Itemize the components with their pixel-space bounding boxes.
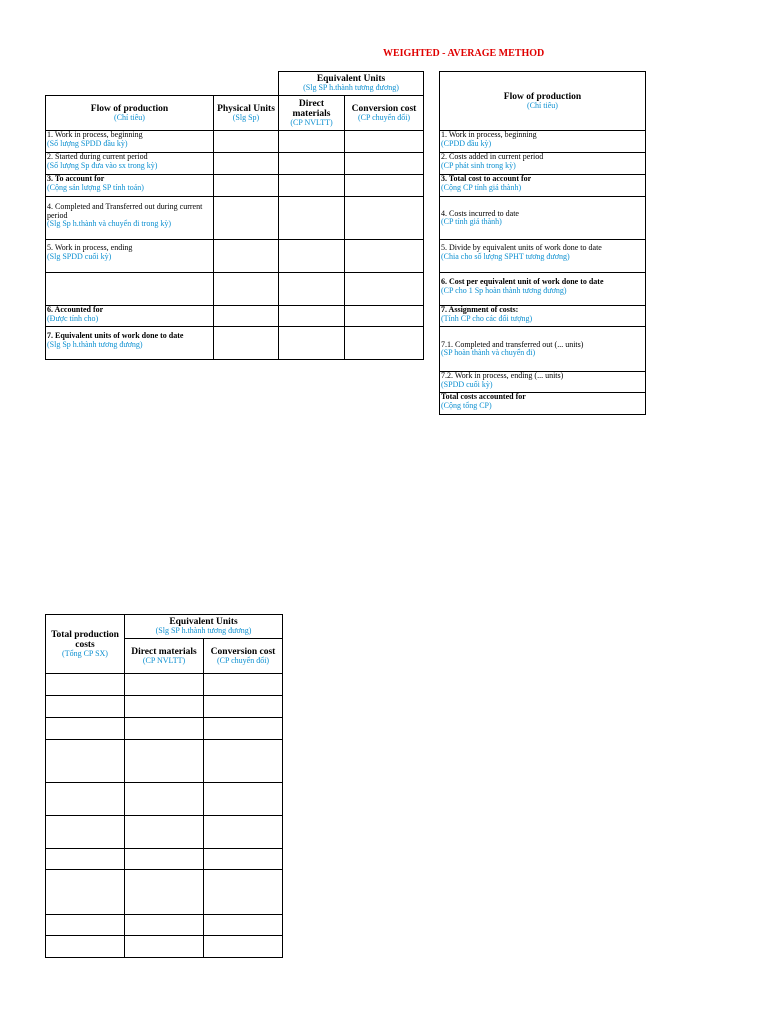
- cell[interactable]: [279, 131, 345, 153]
- cell[interactable]: [46, 674, 125, 696]
- table-row: 7.1. Completed and transferred out (... units) (SP hoàn thành và chuyển đi): [440, 327, 646, 372]
- cell[interactable]: [345, 240, 424, 273]
- cell[interactable]: [125, 696, 204, 718]
- table-row: [46, 273, 424, 306]
- cell[interactable]: [125, 915, 204, 936]
- page-title: WEIGHTED - AVERAGE METHOD: [383, 48, 545, 59]
- cell[interactable]: [204, 674, 283, 696]
- cell[interactable]: [214, 175, 279, 197]
- flow-header: Flow of production (Chỉ tiêu): [46, 96, 214, 131]
- table-row: [46, 936, 283, 958]
- table-row: 5. Divide by equivalent units of work done to date (Chia cho số lượng SPHT tương đương): [440, 240, 646, 273]
- cell[interactable]: [204, 696, 283, 718]
- cell[interactable]: [46, 936, 125, 958]
- cell[interactable]: [279, 273, 345, 306]
- cell[interactable]: [279, 175, 345, 197]
- table-row: 7.2. Work in process, ending (... units) (SPDD cuối kỳ): [440, 372, 646, 393]
- table-row: [46, 870, 283, 915]
- table-row: 5. Work in process, ending (Slg SPDD cuối kỳ): [46, 240, 424, 273]
- table-row: [46, 718, 283, 740]
- table-row: [46, 816, 283, 849]
- cell[interactable]: [204, 849, 283, 870]
- cell[interactable]: [345, 175, 424, 197]
- cell[interactable]: [279, 327, 345, 360]
- equiv-units-header: Equivalent Units (Slg SP h.thành tương đương): [279, 72, 424, 96]
- cell[interactable]: [279, 197, 345, 240]
- cell[interactable]: [46, 783, 125, 816]
- table-row: 4. Costs incurred to date (CP tính giá thành): [440, 197, 646, 240]
- cell[interactable]: [46, 915, 125, 936]
- cell[interactable]: [125, 674, 204, 696]
- table-row: [46, 674, 283, 696]
- table-row: 3. To account for (Cộng sản lượng SP tính toán): [46, 175, 424, 197]
- table-row: 6. Accounted for (Được tính cho): [46, 306, 424, 327]
- table-row: 2. Started during current period (Số lượng Sp đưa vào sx trong kỳ): [46, 153, 424, 175]
- cell[interactable]: [125, 740, 204, 783]
- cell[interactable]: [204, 915, 283, 936]
- cell[interactable]: [345, 153, 424, 175]
- physical-units-header: Physical Units (Slg Sp): [214, 96, 279, 131]
- cell[interactable]: [46, 816, 125, 849]
- table-row: 4. Completed and Transferred out during current period (Slg Sp h.thành và chuyển đi trong kỳ): [46, 197, 424, 240]
- table-row: Total costs accounted for (Cộng tổng CP): [440, 393, 646, 415]
- cell[interactable]: [345, 327, 424, 360]
- table-row: 6. Cost per equivalent unit of work done to date (CP cho 1 Sp hoàn thành tương đương): [440, 273, 646, 306]
- table-row: 7. Equivalent units of work done to date (Slg Sp h.thành tương đương): [46, 327, 424, 360]
- cell[interactable]: [46, 740, 125, 783]
- cell[interactable]: [46, 849, 125, 870]
- cell[interactable]: [125, 849, 204, 870]
- cell[interactable]: [345, 131, 424, 153]
- table-row: [46, 696, 283, 718]
- cell[interactable]: [204, 740, 283, 783]
- total-production-costs-header: Total production costs (Tổng CP SX): [46, 615, 125, 674]
- table-row: 1. Work in process, beginning (CPDD đầu kỳ): [440, 131, 646, 153]
- cell[interactable]: [46, 870, 125, 915]
- direct-materials-header: Direct materials (CP NVLTT): [125, 639, 204, 674]
- cell[interactable]: [125, 718, 204, 740]
- table-row: [46, 849, 283, 870]
- cell[interactable]: [214, 273, 279, 306]
- cell[interactable]: [214, 306, 279, 327]
- cell[interactable]: [204, 870, 283, 915]
- table-row: 1. Work in process, beginning (Số lượng SPDD đầu kỳ): [46, 131, 424, 153]
- total-costs-table: [45, 614, 283, 958]
- cell[interactable]: [345, 197, 424, 240]
- cell[interactable]: [204, 936, 283, 958]
- cell[interactable]: [214, 197, 279, 240]
- equiv-units-header: Equivalent Units (Slg SP h.thành tương đương): [125, 615, 283, 639]
- cell[interactable]: [204, 718, 283, 740]
- table-row: 7. Assignment of costs: (Tính CP cho các đối tượng): [440, 306, 646, 327]
- cell[interactable]: [204, 816, 283, 849]
- table-row: 2. Costs added in current period (CP phát sinh trong kỳ): [440, 153, 646, 175]
- cell[interactable]: [214, 240, 279, 273]
- cell[interactable]: [125, 870, 204, 915]
- cost-flow-header: Flow of production (Chỉ tiêu): [440, 72, 646, 131]
- cell[interactable]: [345, 273, 424, 306]
- cell[interactable]: [46, 696, 125, 718]
- units-table: [45, 71, 424, 360]
- conversion-cost-header: Conversion cost (CP chuyển đổi): [345, 96, 424, 131]
- table-row: [46, 740, 283, 783]
- cell[interactable]: [279, 306, 345, 327]
- cell[interactable]: [125, 936, 204, 958]
- cell[interactable]: [125, 783, 204, 816]
- cell[interactable]: [279, 153, 345, 175]
- cell[interactable]: [46, 718, 125, 740]
- conversion-cost-header: Conversion cost (CP chuyển đổi): [204, 639, 283, 674]
- table-row: 3. Total cost to account for (Cộng CP tính giá thành): [440, 175, 646, 197]
- table-row: [46, 783, 283, 816]
- cost-flow-table: [439, 71, 646, 415]
- cell[interactable]: [204, 783, 283, 816]
- table-row: [46, 915, 283, 936]
- cell[interactable]: [279, 240, 345, 273]
- cell[interactable]: [125, 816, 204, 849]
- cell[interactable]: [214, 131, 279, 153]
- cell[interactable]: [345, 306, 424, 327]
- cell[interactable]: [214, 153, 279, 175]
- direct-materials-header: Direct materials (CP NVLTT): [279, 96, 345, 131]
